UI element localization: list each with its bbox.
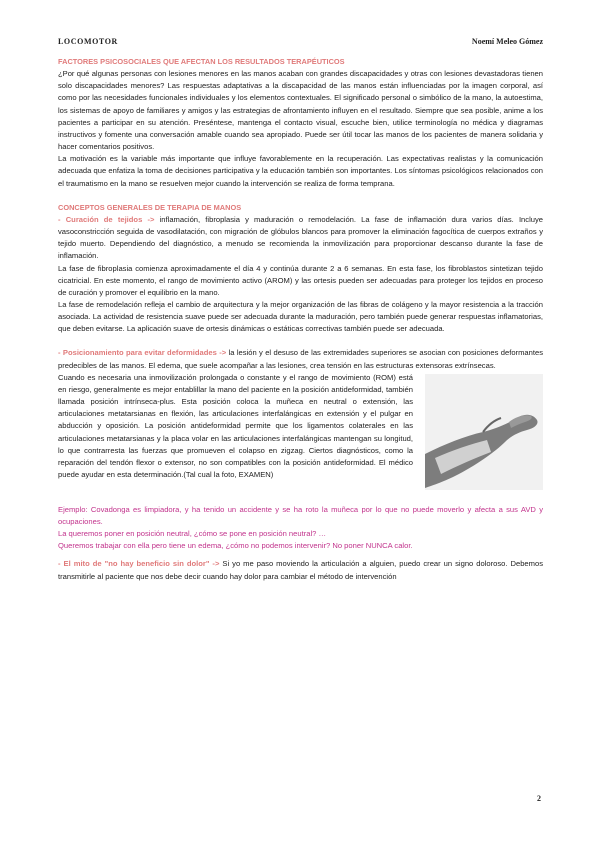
text-pain-myth: Si yo me paso moviendo la articulación a alguien, puedo crear un signo doloroso. Debemos transmitirle al paciente que nos debe decir cuando hay dolor para cambiar el método de intervención — [58, 559, 543, 581]
paragraph-fibroplasia: La fase de fibroplasia comienza aproximadamente el día 4 y continúa durante 2 a 6 semanas. En esta fase, los fibroblastos sintetizan tejido cicatricial. En este momento, el rango de movimiento activo (AROM) y las ortesis pueden ser adecuadas para proteger los tejidos en proceso de curación y promover el equilibrio en la mano. — [58, 263, 543, 297]
text-positioning: la lesión y el desuso de las extremidades superiores se asocian con posiciones deformantes predecibles de las manos. El edema, que suele acompañar a las lesiones, crea tensión en las estructuras extensoras extrínsecas. — [58, 348, 543, 370]
paragraph-tissue-healing — [58, 214, 543, 263]
hand-splint-photo — [425, 374, 543, 490]
label-pain-myth: - El mito de "no hay beneficio sin dolor" -> — [58, 559, 220, 569]
header-title: LOCOMOTOR — [58, 37, 118, 46]
text-tissue-healing: inflamación, fibroplasia y maduración o remodelación. La fase de inflamación dura varios días. Incluye vasoconstricción seguida de vasodilatación, con migración de glóbulos blancos para promover la eliminación fagocítica de cuerpos extraños y tejido muerto. Dependiendo del diagnóstico, a menudo se recomienda la inmovilización para proporcionar descanso durante la fase de inflamación. — [58, 214, 544, 261]
example-line-1: Ejemplo: Covadonga es limpiadora, y ha tenido un accidente y se ha roto la muñeca por lo que no puede moverlo y afecta a sus AVD y ocupaciones. — [58, 504, 543, 526]
section-title-hand-therapy: CONCEPTOS GENERALES DE TERAPIA DE MANOS — [58, 202, 242, 212]
paragraph-psychosocial-1: ¿Por qué algunas personas con lesiones menores en las manos acaban con grandes discapacidades y otras con lesiones devastadoras tienen solo discapacidades menores? Las respuestas adaptativas a la discapacidad de las manos están influenciadas por la imagen corporal, así como por las necesidades funcionales individuales y los elementos contextuales. El significado personal o simbólico de la mano, la autoestima, los sistemas de apoyo de familiares y amigos y las estrategias de afrontamiento influyen en el resultado. Siempre que sea posible, anime a los pacientes a participar en su atención. Preséntese, mantenga el contacto visual, escuche bien, utilice terminología no médica y diagramas instructivos y fomente una conversación amable cuando sea apropiado. Puede ser útil tocar las manos de los pacientes de manera solidaria y hacer comentarios positivos. — [58, 69, 543, 152]
header-author: Noemí Meleo Gómez — [471, 37, 543, 46]
paragraph-positioning — [58, 347, 543, 371]
document-body — [58, 56, 543, 583]
paragraph-immobilization: Cuando es necesaria una inmovilización prolongada o constante y el rango de movimiento (ROM) está en riesgo, generalmente es mejor entablillar la mano del paciente en la posición antideformidad, también llamada posición intrínseca-plus. Esta posición coloca la muñeca en neutral o extensión, las articulaciones metatarsianas en flexión, las articulaciones interfalángicas en extensión y el pulgar en abducción y oposición. La posición antideformidad permite que los ligamentos colaterales en las articulaciones metatarsianas y la placa volar en las articulaciones interfalángicas mantengan su longitud, lo que contrarresta las fuerzas que promueven el colapso en zigzag. Ciertos diagnósticos, como la reparación del tendón flexor o extensor, no son compatibles con la posición antideformidad. El médico puede ayudar en esta determinación.(Tal cual la foto, EXAMEN) — [58, 372, 413, 479]
paragraph-remodeling: La fase de remodelación refleja el cambio de arquitectura y la mejor organización de las fibras de colágeno y la mayor resistencia a la tracción asociada. La actividad de resistencia suave puede ser adecuada durante la maduración, pero también puede generar respuestas inflamatorias, que deben evitarse. La aplicación suave de ortesis dinámicas o estáticas correctivas también puede ser adecuada. — [58, 299, 543, 334]
example-line-3: Queremos trabajar con ella pero tiene un edema, ¿cómo no podemos intervenir? No poner NUNCA calor. — [58, 541, 413, 551]
paragraph-pain-myth — [58, 558, 543, 582]
label-tissue-healing: - Curación de tejidos -> — [58, 214, 155, 224]
example-line-2: La queremos poner en posición neutral, ¿cómo se pone en posición neutral? … — [58, 529, 327, 539]
section-title-psychosocial: FACTORES PSICOSOCIALES QUE AFECTAN LOS RESULTADOS TERAPÉUTICOS — [58, 57, 345, 66]
label-positioning: - Posicionamiento para evitar deformidades -> — [58, 348, 227, 358]
paragraph-psychosocial-2: La motivación es la variable más importante que influye favorablemente en la recuperación. Las expectativas realistas y la comunicación adecuada que enfatiza la toma de decisiones participativa y la educación también son importantes. Los síntomas psicológicos relacionados con el traumatismo en la mano se resuelven mejor cuando la intervención se realiza de forma temprana. — [58, 154, 543, 188]
page-number: 2 — [537, 794, 541, 803]
